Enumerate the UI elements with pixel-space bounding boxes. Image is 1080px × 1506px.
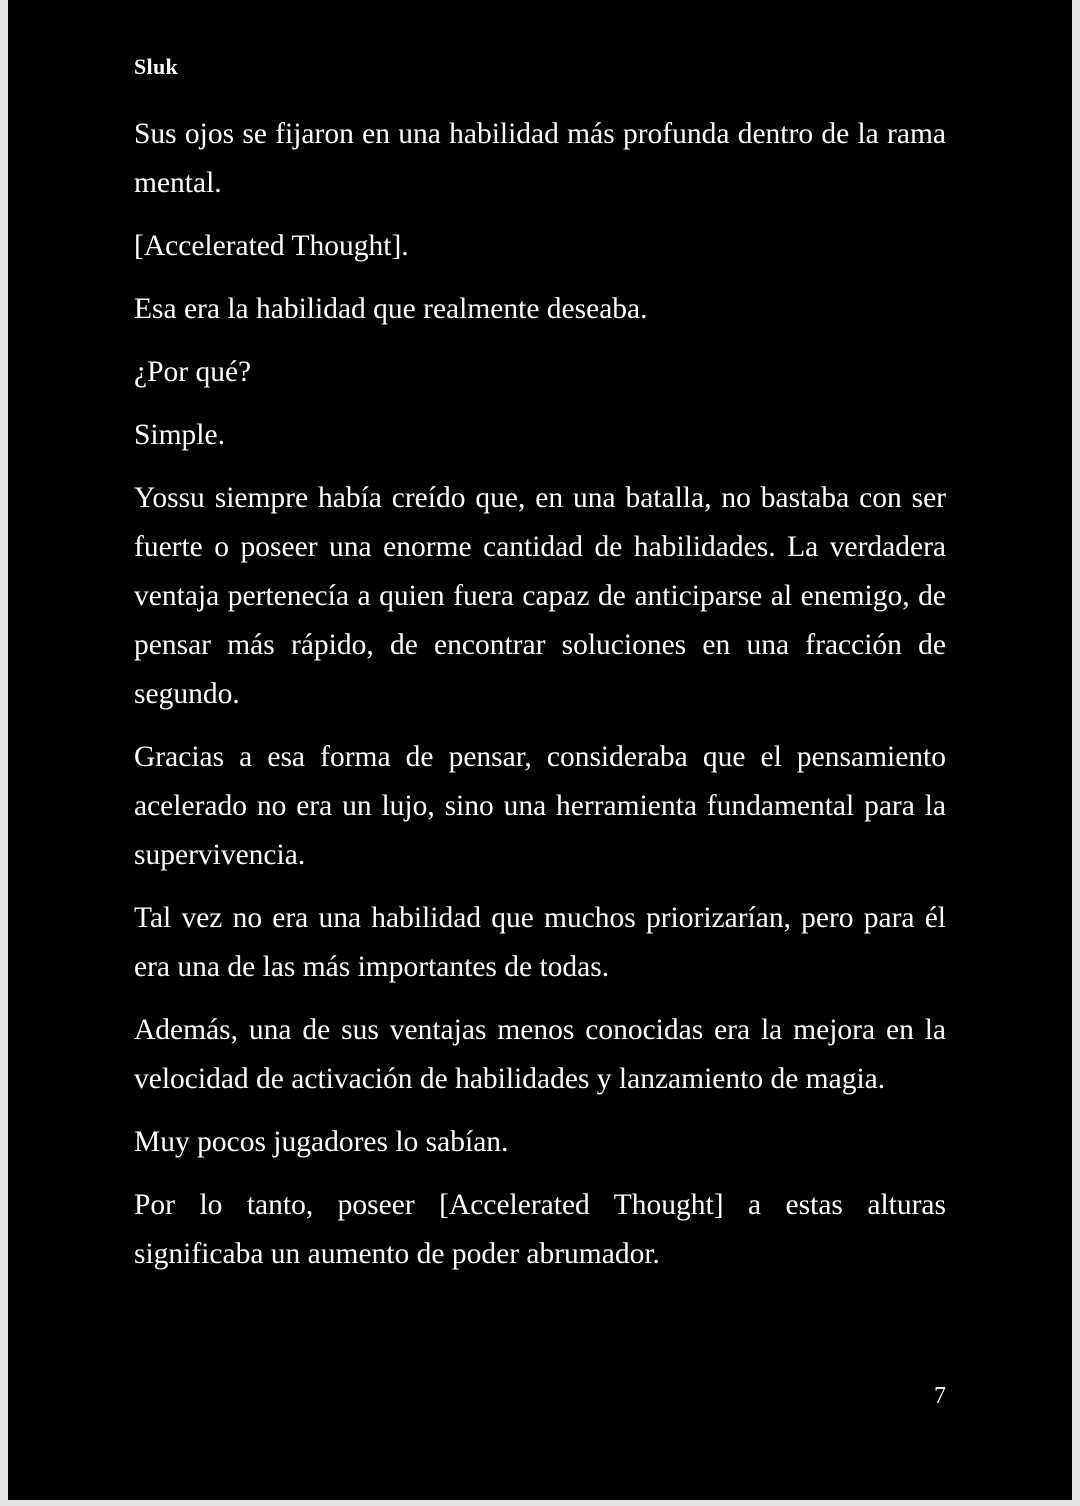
page-body bbox=[134, 110, 946, 1293]
document-page bbox=[8, 0, 1072, 1500]
paragraph: Por lo tanto, poseer [Accelerated Thought] a estas alturas significaba un aumento de poder abrumador. bbox=[134, 1189, 946, 1270]
paragraph: Gracias a esa forma de pensar, consideraba que el pensamiento acelerado no era un lujo, sino una herramienta fundamental para la supervivencia. bbox=[134, 741, 946, 871]
paragraph: Esa era la habilidad que realmente deseaba. bbox=[134, 293, 648, 325]
paragraph: Sus ojos se fijaron en una habilidad más profunda dentro de la rama mental. bbox=[134, 118, 946, 199]
running-header: Sluk bbox=[134, 54, 179, 79]
paragraph: Además, una de sus ventajas menos conocidas era la mejora en la velocidad de activación de habilidades y lanzamiento de magia. bbox=[134, 1014, 946, 1095]
paragraph: Yossu siempre había creído que, en una batalla, no bastaba con ser fuerte o poseer una enorme cantidad de habilidades. La verdadera ventaja pertenecía a quien fuera capaz de anticiparse al enemigo, de pensar más rápido, de encontrar soluciones en una fracción de segundo. bbox=[134, 482, 946, 710]
paragraph: ¿Por qué? bbox=[134, 356, 252, 388]
page-number: 7 bbox=[934, 1383, 946, 1409]
paragraph: [Accelerated Thought]. bbox=[134, 230, 409, 262]
paragraph: Simple. bbox=[134, 419, 225, 451]
paragraph: Muy pocos jugadores lo sabían. bbox=[134, 1126, 509, 1158]
paragraph: Tal vez no era una habilidad que muchos priorizarían, pero para él era una de las más importantes de todas. bbox=[134, 902, 946, 983]
